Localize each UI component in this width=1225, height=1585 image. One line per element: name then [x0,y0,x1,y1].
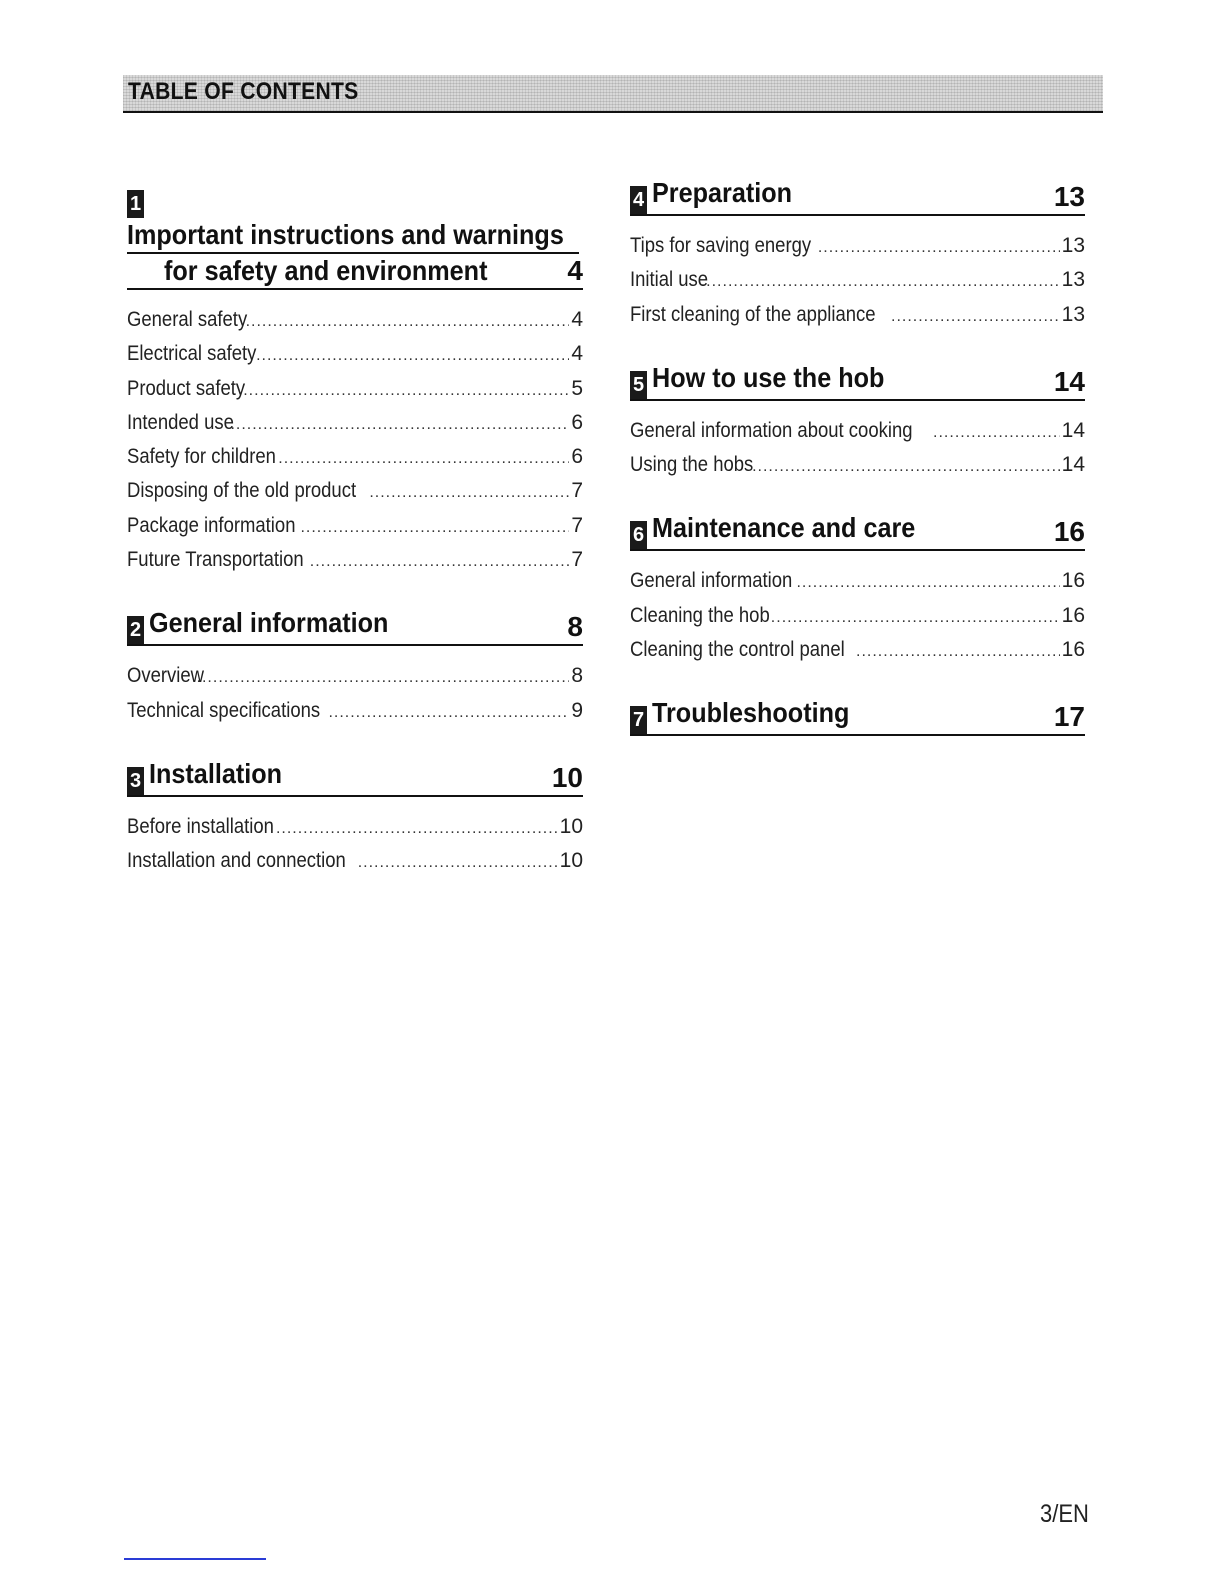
leader-dots [243,375,569,407]
toc-entry[interactable] [127,544,583,578]
toc-entry[interactable] [630,230,1085,264]
entry-label: General information about cooking [630,418,913,442]
section-title: Installation [149,757,283,789]
entry-page: 13 [1061,234,1085,257]
entry-label: Tips for saving energy [630,234,812,257]
section-number-badge: 5 [630,371,647,399]
entry-label: Cleaning the control panel [630,638,845,662]
leader-dots [256,340,569,372]
page-number-footer: 3/EN [1040,1500,1089,1528]
section-page: 8 [567,611,583,643]
toc-section-7 [630,696,1085,736]
toc-section-3 [127,757,583,880]
entry-label: Electrical safety [127,342,257,366]
toc-section-4 [630,176,1085,333]
entry-page: 8 [571,664,583,688]
leader-dots [300,512,569,544]
entry-page: 4 [571,342,583,366]
leader-dots [310,546,570,578]
section-number-badge: 7 [630,706,647,734]
leader-dots [246,306,570,338]
toc-entry[interactable] [630,299,1085,333]
toc-left-column [127,180,583,908]
entry-label: Before installation [127,814,274,838]
section-title-line1: Important instructions and warnings [127,219,564,250]
entry-page: 9 [571,698,583,722]
section-heading-5[interactable] [630,361,1085,401]
toc-right-column [630,176,1085,764]
section-entries [127,304,583,578]
section-page: 10 [551,761,583,793]
toc-entry[interactable] [127,660,583,694]
entry-page: 7 [571,513,583,537]
toc-section-2 [127,606,583,729]
entry-page: 13 [1061,302,1085,326]
entry-label: Package information [127,513,296,537]
toc-title: TABLE OF CONTENTS [128,78,359,105]
toc-entry[interactable] [630,634,1085,668]
entry-page: 14 [1061,418,1085,442]
leader-dots [771,602,1060,634]
toc-entry[interactable] [127,304,583,338]
entry-page: 10 [559,814,583,838]
leader-dots [818,232,1060,264]
toc-entry[interactable] [630,264,1085,298]
entry-label: Using the hobs [630,453,754,477]
toc-entry[interactable] [127,695,583,729]
leader-dots [230,409,569,441]
entry-label: Technical specifications [127,698,321,722]
section-page: 13 [1053,181,1085,212]
toc-entry[interactable] [630,415,1085,449]
entry-label: Disposing of the old product [127,479,357,503]
entry-page: 16 [1061,569,1085,593]
entry-page: 6 [571,410,583,434]
leader-dots [796,567,1059,599]
leader-dots [369,477,569,509]
leader-dots [276,813,558,845]
toc-title-bar [123,75,1103,113]
leader-dots [701,266,1060,298]
section-heading-6[interactable] [630,511,1085,551]
entry-page: 16 [1061,603,1085,627]
toc-entry[interactable] [630,449,1085,483]
entry-page: 5 [571,376,583,400]
section-title: Preparation [652,177,793,208]
section-title: General information [149,607,389,639]
entry-page: 10 [559,849,583,873]
toc-entry[interactable] [127,510,583,544]
toc-entry[interactable] [127,811,583,845]
toc-section-5 [630,361,1085,484]
toc-section-1 [127,180,583,578]
leader-dots [328,697,569,729]
leader-dots [278,443,569,475]
toc-entry[interactable] [630,565,1085,599]
leader-dots [891,301,1060,333]
entry-label: Overview [127,664,205,688]
toc-section-6 [630,511,1085,668]
section-heading-4[interactable] [630,176,1085,216]
leader-dots [358,847,558,879]
section-title-line2: for safety and environment [164,255,488,286]
leader-dots [197,662,570,694]
entry-label: Product safety [127,376,246,400]
toc-entry[interactable] [127,475,583,509]
section-title: Maintenance and care [652,512,916,544]
section-title: How to use the hob [652,361,885,393]
section-number-badge: 2 [127,616,144,644]
leader-dots [752,451,1060,483]
leader-dots [856,636,1060,668]
section-page: 17 [1053,701,1085,733]
entry-label: Cleaning the hob [630,603,770,627]
section-heading-7[interactable] [630,696,1085,736]
footer-link-underline [124,1558,266,1560]
toc-entry[interactable] [127,407,583,441]
section-number-badge: 4 [630,186,647,214]
toc-entry[interactable] [127,441,583,475]
section-title: Troubleshooting [652,697,850,729]
entry-page: 7 [571,479,583,503]
section-number-badge: 1 [127,190,144,218]
toc-entry[interactable] [127,373,583,407]
section-page: 16 [1053,516,1085,548]
entry-page: 7 [571,548,583,572]
section-page: 14 [1053,365,1085,397]
entry-label: Initial use [630,268,709,292]
section-number-badge: 6 [630,521,647,549]
toc-entry[interactable] [630,600,1085,634]
section-number-badge: 3 [127,767,144,795]
entry-label: General safety [127,308,248,331]
section-page: 4 [567,255,583,286]
entry-page: 16 [1061,638,1085,662]
toc-entry[interactable] [127,338,583,372]
section-heading-3[interactable] [127,757,583,797]
entry-label: Installation and connection [127,849,346,873]
toc-entry[interactable] [127,845,583,879]
leader-dots [933,417,1060,449]
entry-label: First cleaning of the appliance [630,302,876,326]
entry-label: Safety for children [127,445,276,469]
section-heading-2[interactable] [127,606,583,646]
entry-page: 13 [1061,268,1085,292]
entry-label: General information [630,569,793,593]
entry-label: Future Transportation [127,548,304,572]
entry-label: Intended use [127,410,234,434]
entry-page: 6 [571,445,583,469]
entry-page: 4 [571,308,583,331]
entry-page: 14 [1061,453,1085,477]
section-heading-1[interactable] [127,180,583,290]
